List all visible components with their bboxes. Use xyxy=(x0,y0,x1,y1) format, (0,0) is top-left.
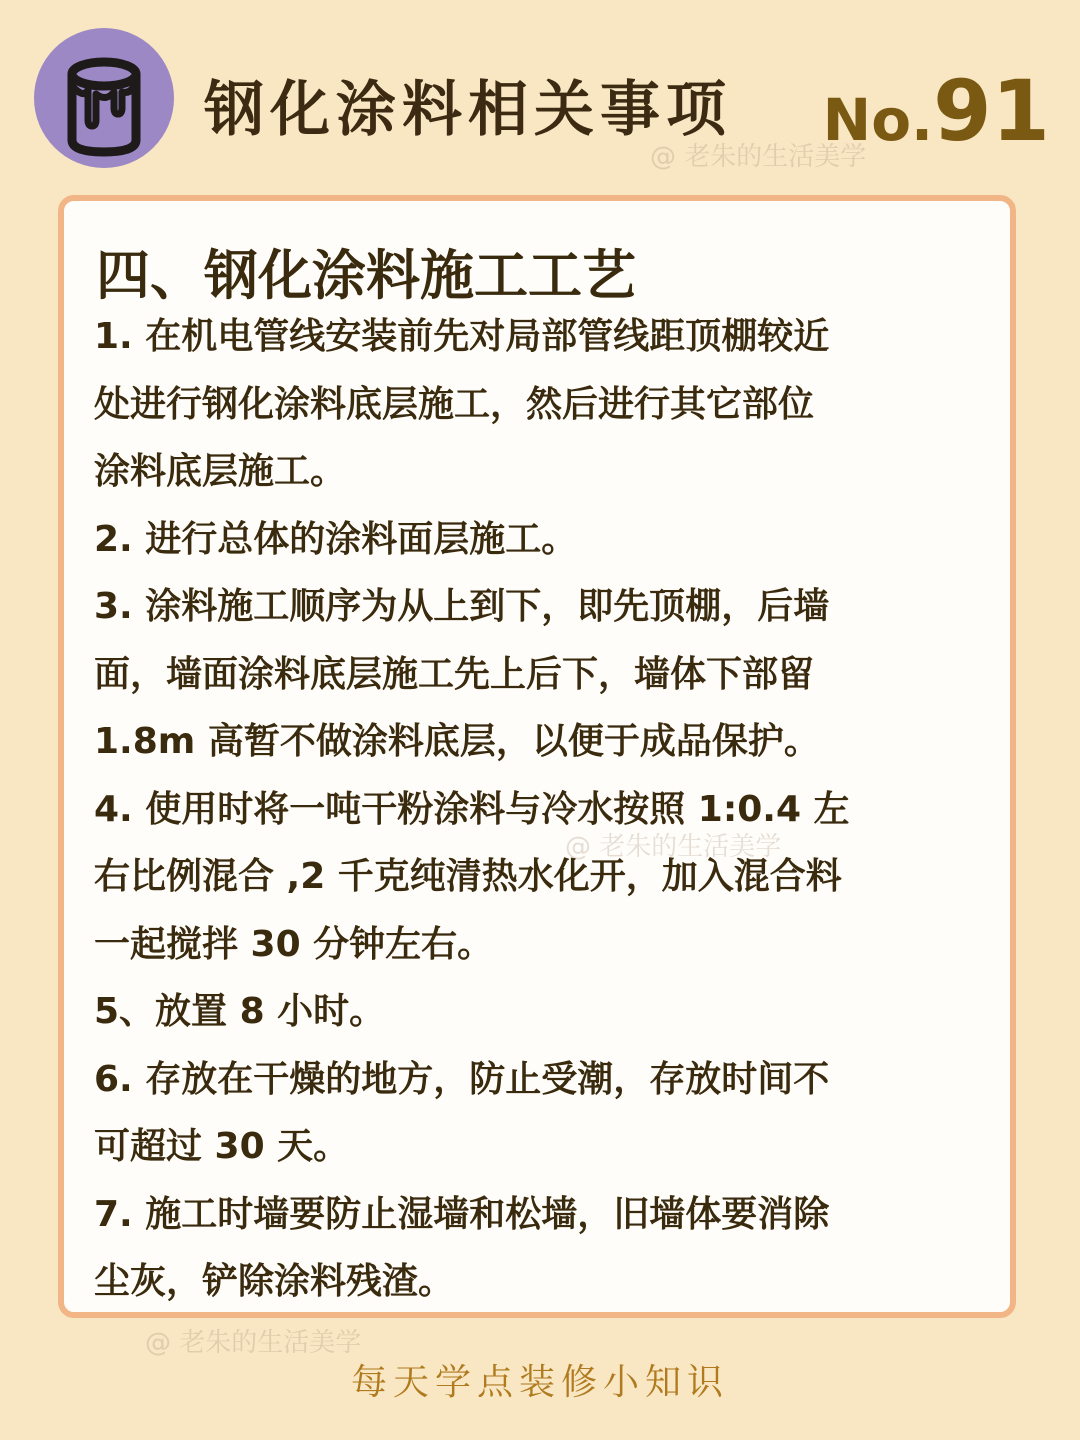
section-heading: 四、钢化涂料施工工艺 xyxy=(96,244,636,307)
list-item: 1. 在机电管线安装前先对局部管线距顶棚较近 处进行钢化涂料底层施工，然后进行其它部位 涂料底层施工。 xyxy=(94,316,830,492)
logo xyxy=(34,28,174,168)
watermark: @ 老朱的生活美学 xyxy=(565,832,782,862)
list-item: 2. 进行总体的涂料面层施工。 xyxy=(94,518,578,560)
step-list xyxy=(94,303,1014,1316)
content-card xyxy=(58,195,1016,1318)
list-item: 4. 使用时将一吨干粉涂料与冷水按照 1:0.4 左 右比例混合 ,2 千克纯清热水化开，加入混合料 一起搅拌 30 分钟左右。 xyxy=(94,788,850,965)
issue-prefix: No. xyxy=(822,86,934,154)
issue-number-value: 91 xyxy=(933,62,1050,160)
list-item: 6. 存放在干燥的地方，防止受潮，存放时间不 可超过 30 天。 xyxy=(94,1058,830,1167)
footer-slogan: 每天学点装修小知识 xyxy=(350,1362,729,1403)
paint-bucket-icon xyxy=(34,28,174,168)
list-item: 7. 施工时墙要防止湿墙和松墙，旧墙体要消除 尘灰，铲除涂料残渣。 xyxy=(94,1193,830,1302)
watermark: @ 老朱的生活美学 xyxy=(145,1328,362,1358)
page-title: 钢化涂料相关事项 xyxy=(204,75,732,145)
list-item: 3. 涂料施工顺序为从上到下，即先顶棚，后墙 面，墙面涂料底层施工先上后下，墙体下部留 1.8m 高暂不做涂料底层，以便于成品保护。 xyxy=(94,586,830,762)
watermark: @ 老朱的生活美学 xyxy=(650,142,867,172)
list-item: 5、放置 8 小时。 xyxy=(94,991,386,1032)
